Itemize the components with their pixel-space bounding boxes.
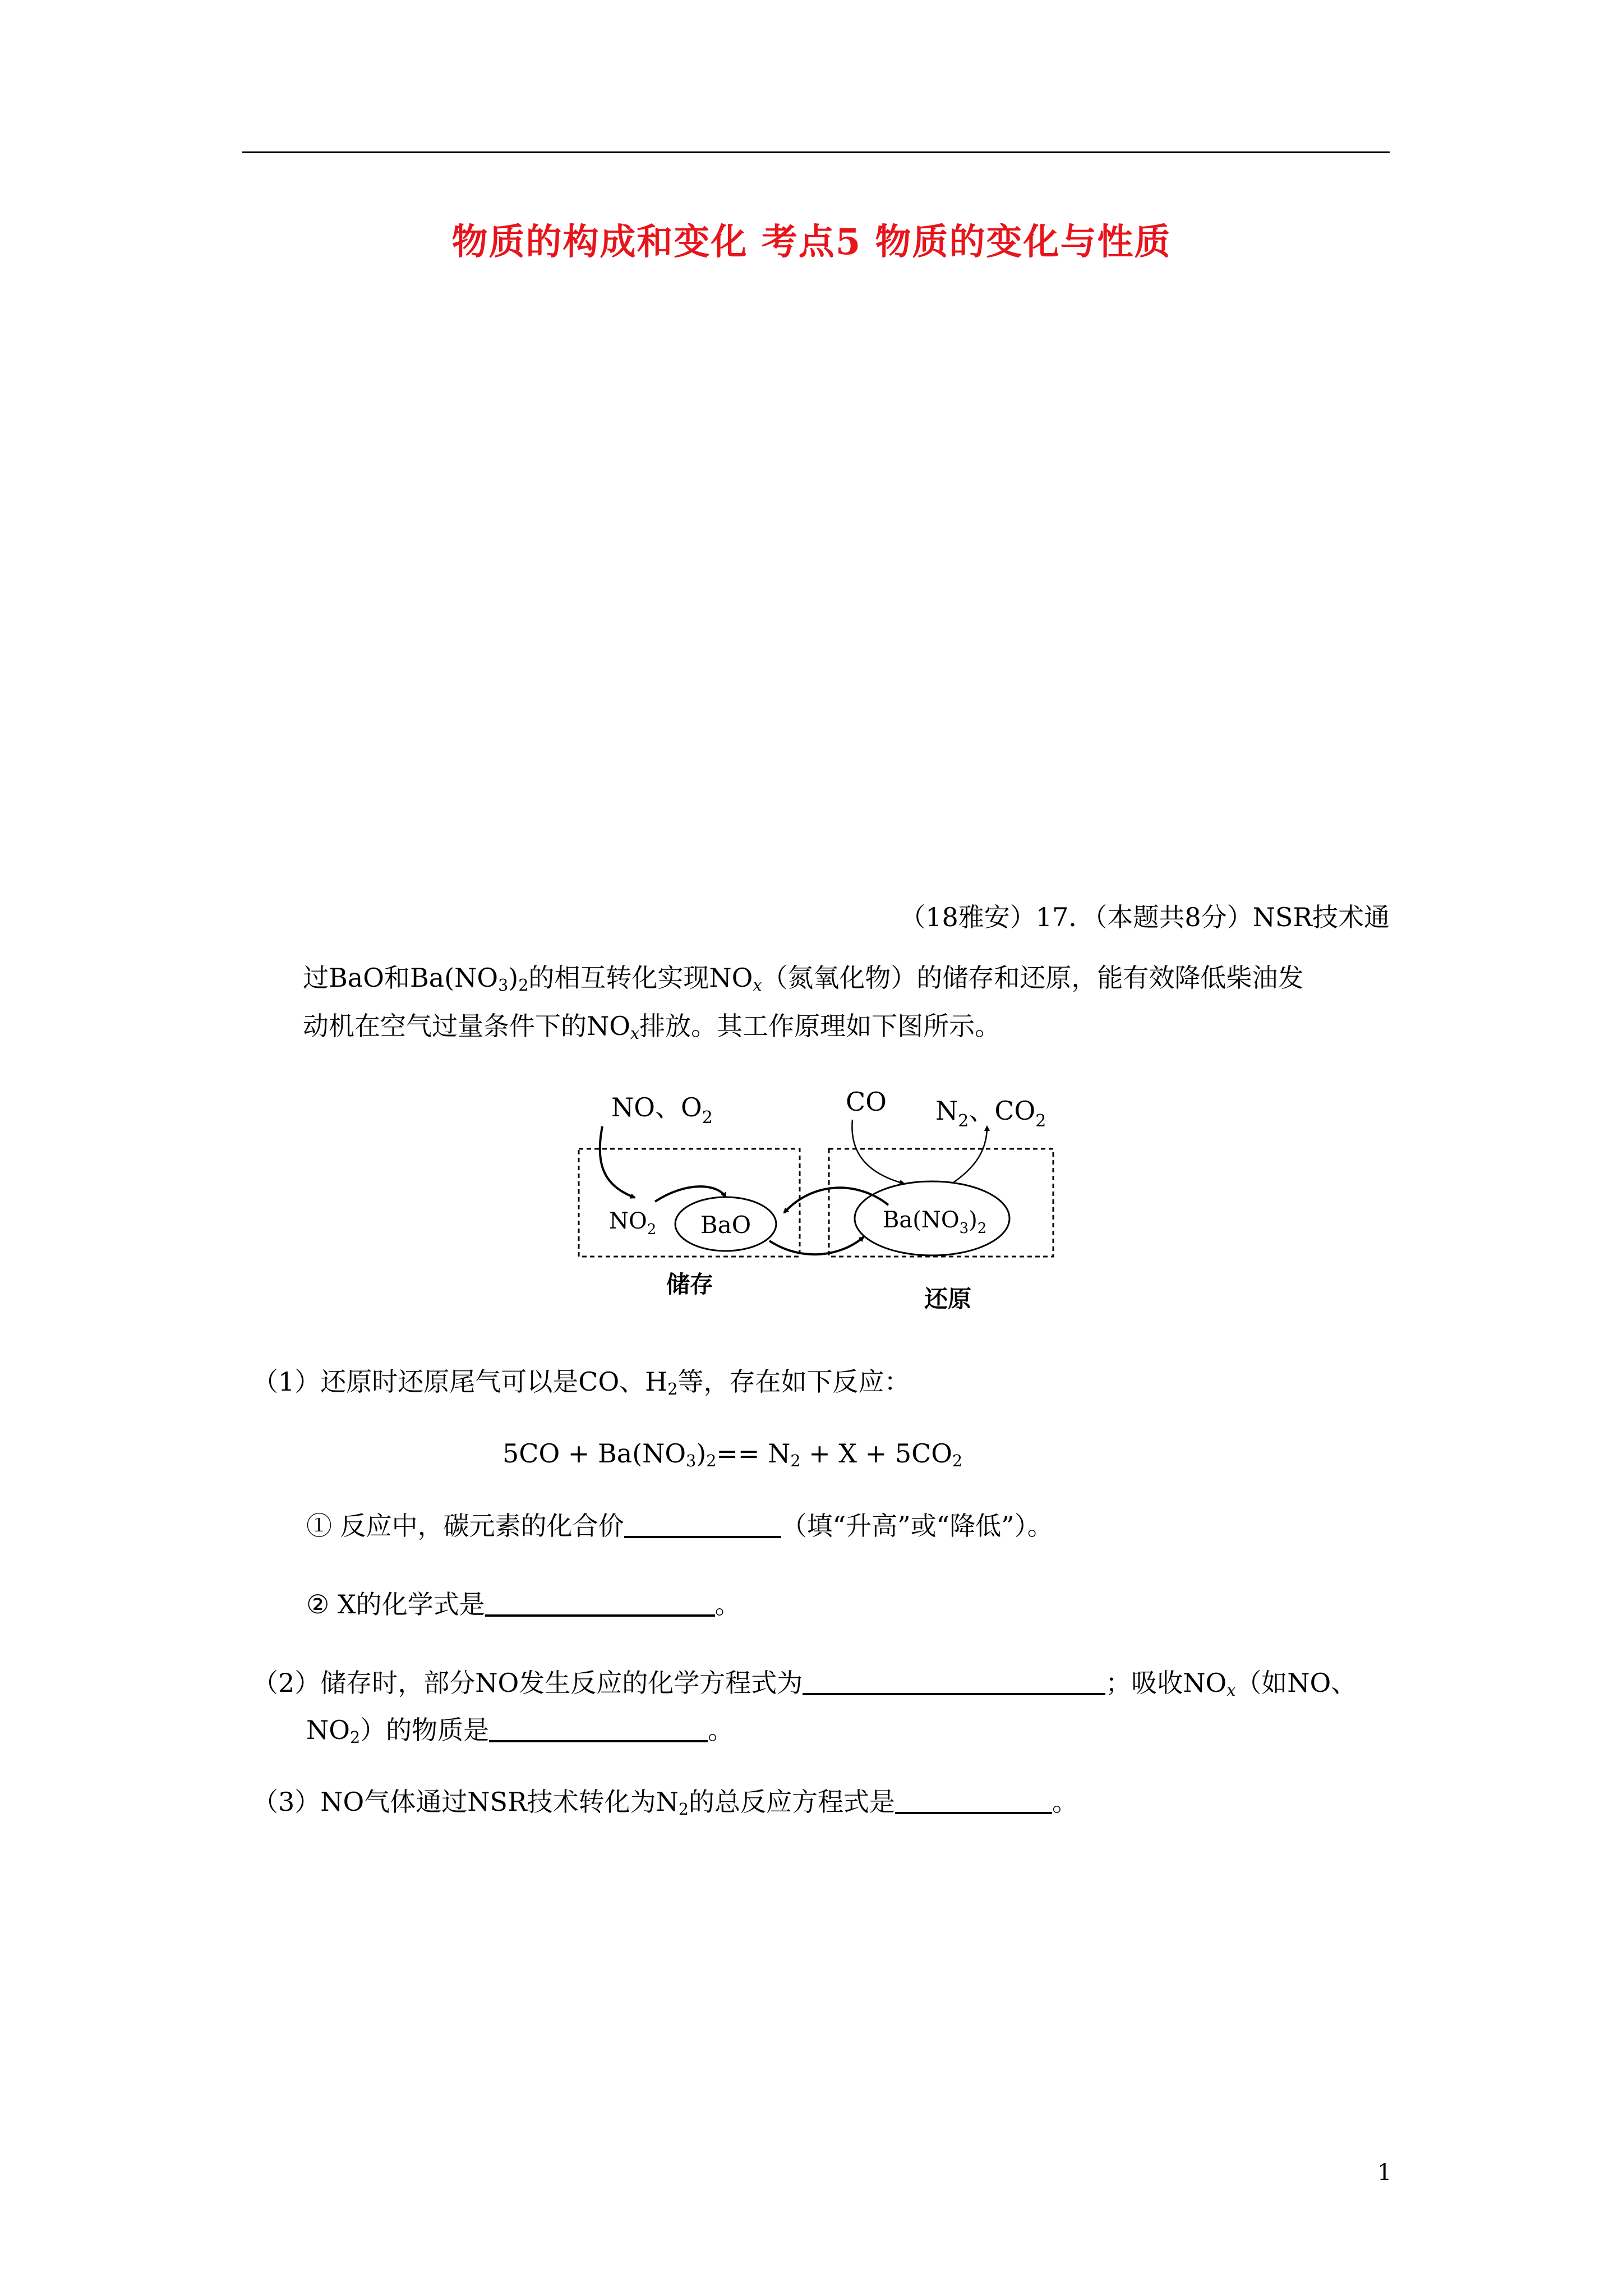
part3-line-1: （3）NO气体通过NSR技术转化为$N_2$的总反应方程式是 。 — [252, 1787, 1078, 1819]
part1-equation: $5CO + Ba(NO_3)_2== N_2 + X + 5CO_2$ — [502, 1438, 963, 1471]
nsr-diagram-svg — [561, 1066, 1066, 1313]
part1-question-1: ① 反应中，碳元素的化合价 （填“升高”或“降低”）。 — [306, 1511, 1053, 1541]
part2-line-2: $NO_2$）的物质是 。 — [306, 1715, 734, 1747]
arrow-bao-to-banitrate — [769, 1237, 864, 1254]
part2-line-1: （2）储存时，部分NO发生反应的化学方程式为 ；吸收$NO_x$（如NO、 — [252, 1668, 1357, 1700]
output-n2-co2: $N_2$、$CO_2$ — [935, 1096, 1046, 1131]
storage-label: 储存 — [666, 1271, 714, 1298]
answer-blank-1[interactable] — [624, 1512, 781, 1538]
header-rule — [242, 151, 1390, 153]
page-title: 物质的构成和变化 考点5 物质的变化与性质 — [451, 221, 1172, 263]
intro-line-2: 动机在空气过量条件下的$NO_x$排放。其工作原理如下图所示。 — [303, 1011, 1001, 1043]
arrow-input-to-no2 — [600, 1126, 635, 1198]
answer-blank-2[interactable] — [485, 1591, 715, 1617]
arrow-co-to-banitrate — [852, 1120, 904, 1184]
answer-blank-5[interactable] — [895, 1788, 1052, 1814]
no2-label: $NO_2$ — [609, 1208, 657, 1238]
input-no-o2: NO、$O_2$ — [611, 1092, 713, 1128]
nsr-diagram — [561, 1066, 1066, 1313]
part1-stem: （1）还原时还原尾气可以是CO、$H_2$等，存在如下反应： — [252, 1366, 910, 1399]
question-source: （18雅安）17．（本题共8分）NSR技术通 — [900, 902, 1390, 932]
answer-blank-4[interactable] — [489, 1717, 708, 1742]
page-number: 1 — [1377, 2160, 1392, 2185]
reduction-label: 还原 — [924, 1285, 972, 1313]
answer-blank-3[interactable] — [803, 1669, 1105, 1695]
arrow-no2-to-bao — [655, 1186, 726, 1202]
bao-label: BaO — [700, 1211, 751, 1239]
intro-line-1: 过BaO和$Ba(NO_3)_2$的相互转化实现$NO_x$（氮氧化物）的储存和还原，能有效降低柴油发 — [303, 963, 1304, 995]
arrow-banitrate-to-output — [953, 1126, 987, 1182]
part1-question-2: ② X的化学式是 。 — [306, 1589, 741, 1619]
arrow-banitrate-to-bao — [784, 1188, 888, 1213]
input-co: CO — [846, 1087, 887, 1117]
banitrate-label: $Ba(NO_3)_2$ — [883, 1207, 987, 1237]
